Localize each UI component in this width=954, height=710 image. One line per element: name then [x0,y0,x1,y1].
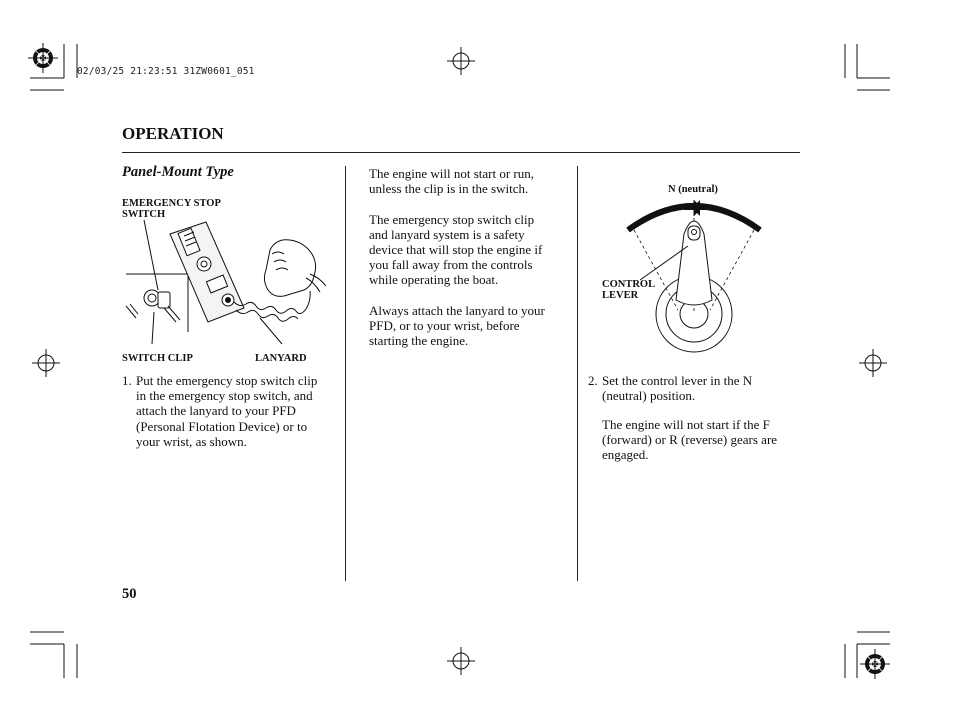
column-divider-right [577,166,578,581]
paragraph-clip-required: The engine will not start or run, unless the clip is in the switch. [369,166,534,197]
label-control-lever: CONTROL LEVER [602,279,656,301]
step-1 [122,373,337,453]
label-emergency-stop-switch: EMERGENCY STOP SWITCH [122,198,221,220]
subheading-panel-mount: Panel-Mount Type [122,164,234,180]
paragraph-attach-lanyard: Always attach the lanyard to your PFD, or to your wrist, before starting the engine. [369,302,545,349]
label-lanyard: LANYARD [255,353,307,364]
paragraph-safety-device: The emergency stop switch clip and lanyard system is a safety device that will stop the engine if you fall away from the controls while operating the boat. [369,211,543,288]
step-2 [588,373,798,407]
print-stamp: 02/03/25 21:23:51 31ZW0601_051 [77,66,255,77]
middle-column-text [369,166,569,364]
label-neutral: N (neutral) [668,184,718,195]
step-1-text: Put the emergency stop switch clip in the emergency stop switch, and attach the lanyard to your PFD (Personal Flotation Device) or to your wrist, as shown. [136,373,318,449]
header-rule [122,152,800,153]
step-2-number: 2. [588,373,598,388]
emergency-stop-switch-illustration [122,216,332,346]
step-2-text: Set the control lever in the N (neutral) position. [602,373,753,404]
step-1-number: 1. [122,373,132,388]
label-switch-clip: SWITCH CLIP [122,353,193,364]
control-lever-illustration [620,190,780,360]
page-number: 50 [122,586,137,602]
section-title: OPERATION [122,124,224,143]
note-gears-engaged: The engine will not start if the F (forward) or R (reverse) gears are engaged. [602,417,778,463]
column-divider-left [345,166,346,581]
